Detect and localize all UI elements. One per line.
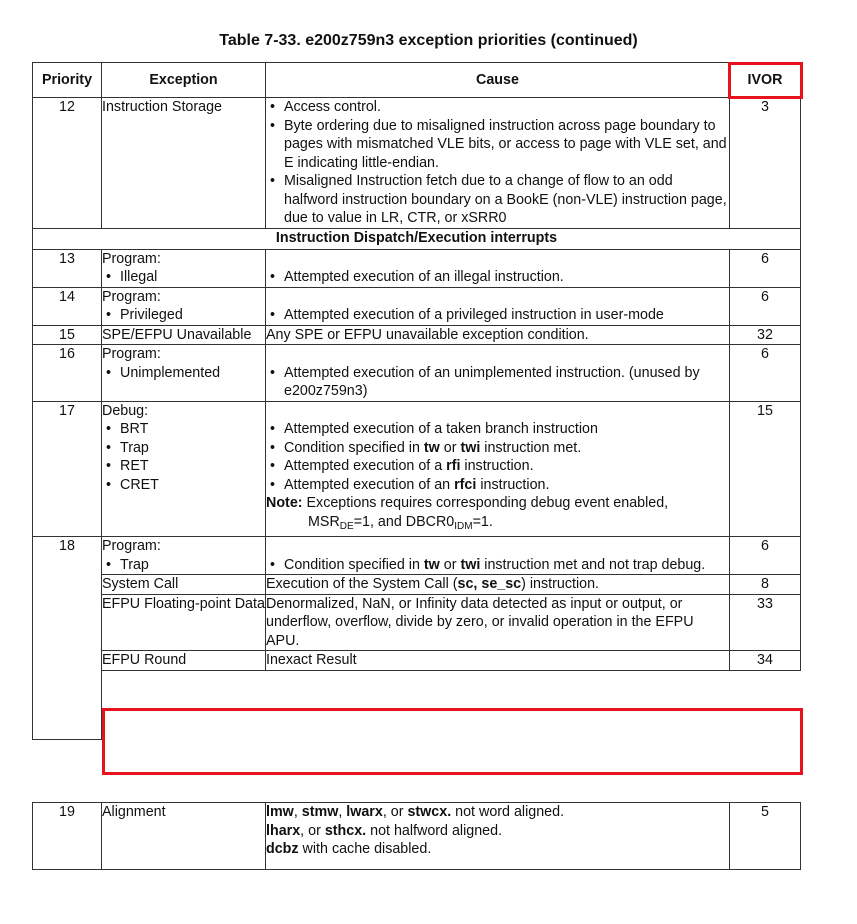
table-row: [33, 325, 801, 345]
exception-sub: • Privileged: [102, 306, 265, 325]
instruction-keyword: tw: [423, 556, 440, 573]
priority-cell: 15: [33, 325, 102, 345]
cause-bullet: [266, 439, 729, 458]
ivor-cell: 34: [730, 651, 801, 671]
priority-cell: 12: [33, 98, 102, 229]
cause-line: [266, 822, 729, 841]
cause-cell: [266, 537, 730, 575]
instruction-keyword: sc, se_sc: [457, 576, 522, 592]
cause-bullet: [266, 476, 729, 495]
ivor-cell: 8: [730, 575, 801, 595]
ivor-cell: 33: [730, 594, 801, 651]
cause-text: instruction met.: [480, 439, 582, 456]
cause-text: ,: [293, 804, 302, 820]
exception-cell: System Call: [102, 575, 266, 595]
header-priority: Priority: [33, 63, 102, 98]
exception-cell: Alignment: [102, 803, 266, 870]
cause-text: Execution of the System Call (: [266, 576, 458, 592]
priority-cell: 16: [33, 345, 102, 402]
exception-label: Program:: [102, 250, 161, 267]
note-label: Note:: [266, 495, 303, 511]
cause-bullet: • Byte ordering due to misaligned instruction across page boundary to pages with mismatched VLE bits, or access to page with VLE set, and E indicating little-endian.: [266, 117, 729, 173]
table-row: [33, 537, 801, 575]
instruction-keyword: twi: [460, 439, 481, 456]
cause-cell: [266, 249, 730, 287]
exception-sub: • Trap: [102, 556, 265, 575]
table-row: [33, 670, 801, 739]
cause-text: Condition specified in: [284, 439, 424, 456]
instruction-keyword: stwcx.: [407, 804, 452, 820]
cause-text: not halfword aligned.: [366, 822, 503, 839]
cause-text: Attempted execution of a: [284, 458, 447, 474]
cause-text: or: [439, 439, 461, 456]
instruction-keyword: lmw: [266, 804, 294, 820]
cause-text: instruction.: [460, 458, 534, 474]
cause-bullet: • Attempted execution of an illegal instruction.: [266, 268, 729, 287]
cause-bullet: • Access control.: [266, 98, 729, 117]
cause-line: [266, 803, 729, 822]
cause-text: ) instruction.: [521, 576, 599, 592]
exception-sub: • Illegal: [102, 268, 265, 287]
note-text: =1.: [472, 513, 493, 530]
cause-cell: Denormalized, NaN, or Infinity data detected as input or output, or underflow, overflow, divide by zero, or invalid operation in the EFPU APU.: [266, 594, 730, 651]
alignment-row-table: [32, 802, 801, 870]
table-row: [33, 575, 801, 595]
section-row: [33, 228, 801, 249]
priority-cell: 13: [33, 249, 102, 287]
header-ivor: IVOR: [730, 63, 801, 98]
cause-cell: [266, 803, 730, 870]
cause-text: or: [439, 556, 461, 573]
cause-text: instruction met and not trap debug.: [480, 556, 706, 573]
note: [266, 494, 729, 513]
table-row: [33, 287, 801, 325]
exception-cell: [102, 345, 266, 402]
note-text: Exceptions requires corresponding debug event enabled,: [302, 495, 669, 511]
cause-text: Condition specified in: [284, 556, 424, 573]
table-row: [33, 249, 801, 287]
cause-bullet: • Attempted execution of a privileged instruction in user-mode: [266, 306, 729, 325]
section-heading: Instruction Dispatch/Execution interrupts: [33, 228, 801, 249]
ivor-cell: 6: [730, 249, 801, 287]
ivor-cell: 5: [730, 803, 801, 870]
table-row: [33, 803, 801, 870]
cause-text: , or: [300, 822, 325, 839]
instruction-keyword: tw: [423, 439, 440, 456]
instruction-keyword: rfi: [446, 458, 461, 474]
ivor-cell: 15: [730, 401, 801, 537]
note-text: MSR: [308, 513, 340, 530]
instruction-keyword: rfci: [454, 476, 477, 493]
exception-cell: [102, 401, 266, 537]
exception-priority-table: [32, 62, 801, 740]
instruction-keyword: stmw: [301, 804, 339, 820]
cause-text: , or: [382, 804, 408, 820]
table-row: [33, 345, 801, 402]
priority-cell: 17: [33, 401, 102, 537]
note-text: =1, and DBCR0: [353, 513, 455, 530]
table-row: [33, 98, 801, 229]
subscript: IDM: [454, 520, 473, 532]
cause-cell: [266, 98, 730, 229]
priority-cell: 14: [33, 287, 102, 325]
exception-sub: • CRET: [102, 476, 265, 495]
cause-text: not word aligned.: [451, 804, 565, 820]
instruction-keyword: dcbz: [266, 841, 299, 857]
subscript: DE: [339, 520, 354, 532]
table-row: [33, 401, 801, 537]
priority-cell: 19: [33, 803, 102, 870]
exception-label: Debug:: [102, 402, 149, 419]
cause-cell: Inexact Result: [266, 651, 730, 671]
cause-cell: [266, 401, 730, 537]
exception-sub: • Trap: [102, 439, 265, 458]
exception-sub: • Unimplemented: [102, 364, 265, 383]
cause-bullet: [266, 556, 729, 575]
ivor-cell: 6: [730, 537, 801, 575]
cause-cell: Any SPE or EFPU unavailable exception condition.: [266, 325, 730, 345]
cause-bullet: • Attempted execution of a taken branch instruction: [266, 420, 729, 439]
instruction-keyword: twi: [460, 556, 481, 573]
cause-line: [266, 840, 729, 859]
exception-cell: [102, 249, 266, 287]
exception-label: Program:: [102, 288, 161, 305]
exception-cell: SPE/EFPU Unavailable: [102, 325, 266, 345]
exception-cell: EFPU Round: [102, 651, 266, 671]
table-row: [33, 594, 801, 651]
cause-cell: [266, 345, 730, 402]
header-row: [33, 63, 801, 98]
cause-text: instruction.: [476, 476, 550, 493]
note-continuation: [266, 513, 729, 537]
cause-bullet: • Misaligned Instruction fetch due to a change of flow to an odd halfword instruction boundary on a BookE (non-VLE) instruction page, due to value in LR, CTR, or xSRR0: [266, 172, 729, 228]
exception-label: Program:: [102, 346, 161, 362]
cause-text: Attempted execution of an: [284, 476, 455, 493]
table-row: [33, 651, 801, 671]
ivor-cell: 3: [730, 98, 801, 229]
exception-label: Program:: [102, 538, 161, 554]
ivor-cell: 6: [730, 345, 801, 402]
exception-cell: [102, 537, 266, 575]
header-exception: Exception: [102, 63, 266, 98]
priority-cell: 18: [33, 537, 102, 740]
ivor-cell: 6: [730, 287, 801, 325]
cause-bullet: • Attempted execution of an unimplemented instruction. (unused by e200z759n3): [266, 364, 729, 401]
exception-cell: EFPU Floating-point Data: [102, 594, 266, 651]
exception-cell: [102, 287, 266, 325]
exception-sub: • BRT: [102, 420, 265, 439]
cause-text: ,: [338, 804, 347, 820]
exception-sub: • RET: [102, 457, 265, 476]
instruction-keyword: lharx: [266, 822, 301, 839]
instruction-keyword: lwarx: [346, 804, 383, 820]
ivor-cell: 32: [730, 325, 801, 345]
cause-cell: [266, 575, 730, 595]
cause-text: with cache disabled.: [298, 841, 432, 857]
header-cause: Cause: [266, 63, 730, 98]
instruction-keyword: sthcx.: [324, 822, 367, 839]
table-title: Table 7-33. e200z759n3 exception priorities (continued): [219, 32, 638, 49]
exception-cell: Instruction Storage: [102, 98, 266, 229]
cause-bullet: [266, 457, 729, 476]
cause-cell: [266, 287, 730, 325]
